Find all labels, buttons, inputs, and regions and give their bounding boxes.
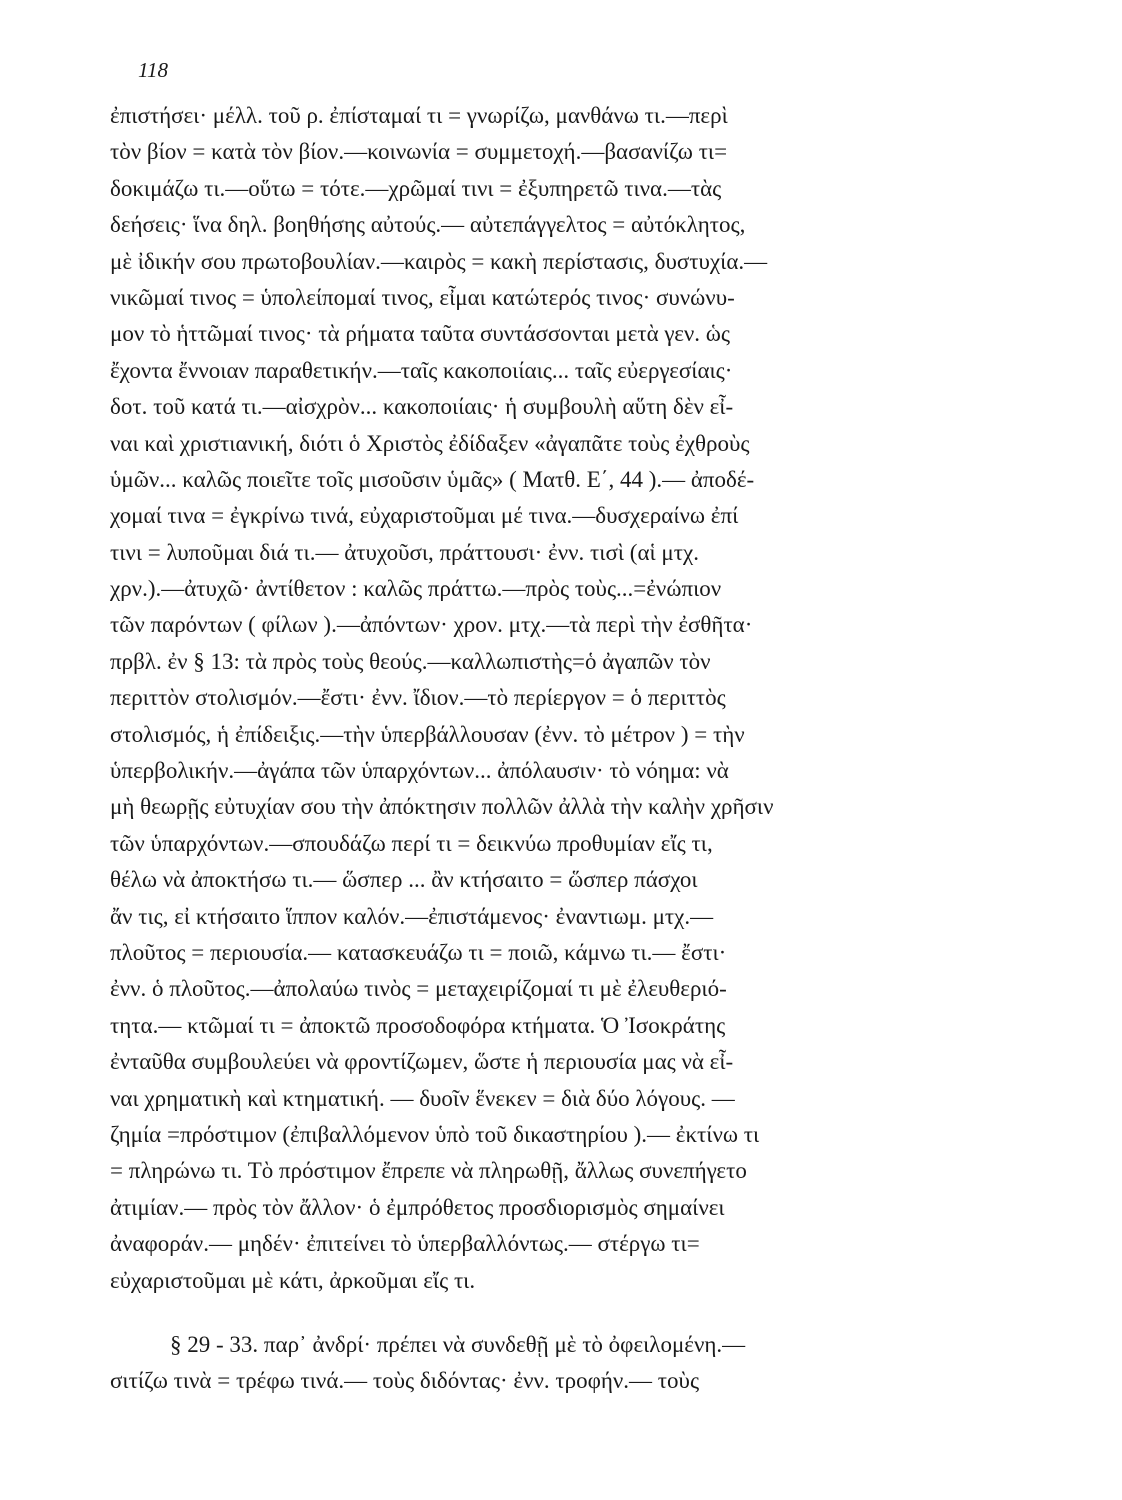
text-line: πλοῦτος = περιουσία.— κατασκευάζω τι = ποιῶ, κάμνω τι.— ἔστι·: [110, 939, 727, 965]
text-line: μὴ θεωρῇς εὐτυχίαν σου τὴν ἀπόκτησιν πολλῶν ἀλλὰ τὴν καλὴν χρῆσιν: [110, 794, 774, 820]
text-line: τητα.— κτῶμαί τι = ἀποκτῶ προσοδοφόρα κτήματα. Ὁ Ἰσοκράτης: [110, 1012, 726, 1038]
text-line: τὸν βίον = κατὰ τὸν βίον.—κοινωνία = συμμετοχή.—βασανίζω τι=: [110, 139, 728, 165]
text-line: δοτ. τοῦ κατά τι.—αἰσχρὸν... κακοποιίαις· ἡ συμβουλὴ αὕτη δὲν εἶ-: [110, 394, 734, 420]
text-line: νικῶμαί τινος = ὑπολείπομαί τινος, εἶμαι κατώτερός τινος· συνώνυ-: [110, 284, 735, 310]
text-line: ἐνν. ὁ πλοῦτος.—ἀπολαύω τινὸς = μεταχειρίζομαί τι μὲ ἐλευθεριό-: [110, 976, 727, 1002]
text-line: μον τὸ ἡττῶμαί τινος· τὰ ρήματα ταῦτα συντάσσονται μετὰ γεν. ὡς: [110, 321, 731, 347]
paragraph-gap: [110, 1299, 1035, 1327]
text-line: ὑμῶν... καλῶς ποιεῖτε τοῖς μισοῦσιν ὑμᾶς» ( Ματθ. Ε΄, 44 ).— ἀποδέ-: [110, 466, 755, 492]
text-line: ὑπερβολικήν.—ἀγάπα τῶν ὑπαρχόντων... ἀπόλαυσιν· τὸ νόημα: νὰ: [110, 758, 729, 784]
text-line: τινι = λυποῦμαι διά τι.— ἀτυχοῦσι, πράττουσι· ἐνν. τισὶ (αἱ μτχ.: [110, 539, 699, 565]
text-line: τῶν παρόντων ( φίλων ).—ἀπόντων· χρον. μτχ.—τὰ περὶ τὴν ἐσθῆτα·: [110, 612, 753, 638]
text-line: χρν.).—ἀτυχῶ· ἀντίθετον : καλῶς πράττω.—πρὸς τοὺς...=ἐνώπιον: [110, 576, 722, 602]
paragraph-notes-29-33: [110, 1327, 1035, 1400]
text-line: = πληρώνω τι. Τὸ πρόστιμον ἔπρεπε νὰ πληρωθῇ, ἄλλως συνεπήγετο: [110, 1158, 747, 1184]
text-line: δεήσεις· ἵνα δηλ. βοηθήσης αὐτούς.— αὐτεπάγγελτος = αὐτόκλητος,: [110, 212, 746, 238]
text-line: ναι χρηματικὴ καὶ κτηματική. — δυοῖν ἕνεκεν = διὰ δύο λόγους. —: [110, 1085, 735, 1111]
text-line: ἐπιστήσει· μέλλ. τοῦ ρ. ἐπίσταμαί τι = γνωρίζω, μανθάνω τι.—περὶ: [110, 103, 728, 128]
text-line: ζημία =πρόστιμον (ἐπιβαλλόμενον ὑπὸ τοῦ δικαστηρίου ).— ἐκτίνω τι: [110, 1121, 760, 1147]
text-line: στολισμός, ἡ ἐπίδειξις.—τὴν ὑπερβάλλουσαν (ἐνν. τὸ μέτρον ) = τὴν: [110, 721, 745, 747]
paragraph-notes-29: [110, 98, 1035, 1299]
text-line: § 29 - 33. παρ᾽ ἀνδρί· πρέπει νὰ συνδεθῇ μὲ τὸ ὀφειλομένη.—: [170, 1331, 746, 1357]
text-line: πρβλ. ἐν § 13: τὰ πρὸς τοὺς θεούς.—καλλωπιστὴς=ὁ ἀγαπῶν τὸν: [110, 648, 711, 674]
text-line: ἀτιμίαν.— πρὸς τὸν ἄλλον· ὁ ἐμπρόθετος προσδιορισμὸς σημαίνει: [110, 1194, 725, 1220]
text-line: ναι καὶ χριστιανική, διότι ὁ Χριστὸς ἐδίδαξεν «ἀγαπᾶτε τοὺς ἐχθροὺς: [110, 430, 750, 456]
text-line: μὲ ἰδικήν σου πρωτοβουλίαν.—καιρὸς = κακὴ περίστασις, δυστυχία.—: [110, 248, 768, 274]
text-line: περιττὸν στολισμόν.—ἔστι· ἐνν. ἴδιον.—τὸ περίεργον = ὁ περιττὸς: [110, 685, 726, 711]
text-line: δοκιμάζω τι.—οὕτω = τότε.—χρῶμαί τινι = ἐξυπηρετῶ τινα.—τὰς: [110, 175, 722, 201]
text-line: τῶν ὑπαρχόντων.—σπουδάζω περί τι = δεικνύω προθυμίαν εἴς τι,: [110, 830, 713, 856]
text-line: χομαί τινα = ἐγκρίνω τινά, εὐχαριστοῦμαι μέ τινα.—δυσχεραίνω ἐπί: [110, 503, 739, 529]
text-line: θέλω νὰ ἀποκτήσω τι.— ὥσπερ ... ἂν κτήσαιτο = ὥσπερ πάσχοι: [110, 867, 698, 893]
text-line: ἄν τις, εἰ κτήσαιτο ἵππον καλόν.—ἐπιστάμενος· ἐναντιωμ. μτχ.—: [110, 903, 714, 929]
text-line: ἀναφοράν.— μηδέν· ἐπιτείνει τὸ ὑπερβαλλόντως.— στέργω τι=: [110, 1231, 700, 1257]
commentary-text: [110, 98, 1035, 1400]
text-line: εὐχαριστοῦμαι μὲ κάτι, ἀρκοῦμαι εἴς τι.: [110, 1267, 476, 1293]
page-number: 118: [138, 58, 168, 82]
text-line: σιτίζω τινὰ = τρέφω τινά.— τοὺς διδόντας· ἐνν. τροφήν.— τοὺς: [110, 1368, 700, 1394]
text-line: ἔχοντα ἔννοιαν παραθετικήν.—ταῖς κακοποιίαις... ταῖς εὐεργεσίαις·: [110, 357, 733, 383]
text-line: ἐνταῦθα συμβουλεύει νὰ φροντίζωμεν, ὥστε ἡ περιουσία μας νὰ εἶ-: [110, 1049, 734, 1075]
